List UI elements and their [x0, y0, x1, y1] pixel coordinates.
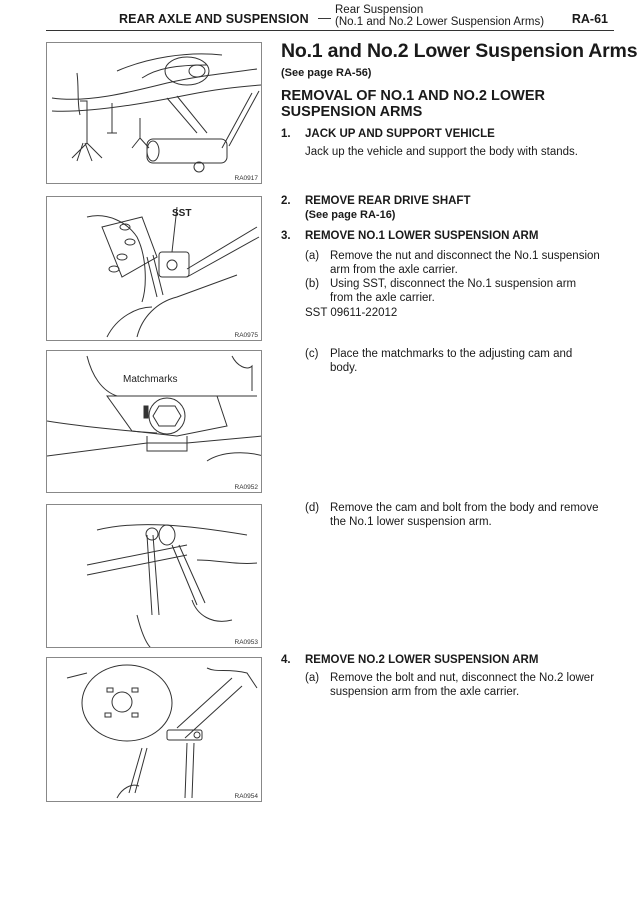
figure-matchmarks [46, 350, 262, 493]
figure-code: RA0953 [234, 639, 258, 646]
substep-tag: (d) [305, 502, 320, 514]
step-label: REMOVE REAR DRIVE SHAFT [305, 195, 471, 207]
header-subsection-line2: (No.1 and No.2 Lower Suspension Arms) [335, 16, 545, 28]
figure-code: RA0975 [234, 332, 258, 339]
figure-jack-and-stands [46, 42, 262, 184]
step-number: 1. [281, 128, 291, 140]
wrenches-on-cam-bolt-illustration-icon [47, 505, 262, 648]
page-number: RA-61 [571, 12, 608, 26]
step-2-see-page: (See page RA-16) [305, 209, 396, 221]
substep-text: Remove the cam and bolt from the body and remove the No.1 lower suspension arm. [330, 502, 599, 528]
substep-tag: (c) [305, 348, 319, 360]
adjusting-cam-illustration-icon [47, 351, 262, 493]
substep-text: Remove the nut and disconnect the No.1 suspension arm from the axle carrier. [330, 250, 600, 276]
header-dash: — [318, 10, 331, 25]
header-rule [46, 30, 614, 31]
header-section-title: REAR AXLE AND SUSPENSION [119, 12, 309, 26]
see-page-reference: (See page RA-56) [281, 67, 372, 79]
step-number: 3. [281, 230, 291, 242]
header-subsection-line1: Rear Suspension [335, 4, 424, 16]
sst-callout: SST [172, 208, 192, 219]
substep-text: Place the matchmarks to the adjusting cam and body. [330, 348, 573, 374]
substep-tag: (b) [305, 278, 320, 290]
wrench-on-axle-bolt-illustration-icon [47, 658, 262, 802]
figure-code: RA0917 [234, 175, 258, 182]
substep-text: Using SST, disconnect the No.1 suspension arm from the axle carrier. [330, 278, 577, 304]
step-number: 2. [281, 195, 291, 207]
matchmarks-callout: Matchmarks [123, 374, 178, 385]
sst-tool-illustration-icon [47, 197, 262, 341]
sst-number: SST 09611-22012 [305, 307, 398, 319]
figure-sst [46, 196, 262, 341]
section-heading: REMOVAL OF NO.1 AND NO.2 LOWER SUSPENSION ARMS [281, 88, 545, 120]
substep-tag: (a) [305, 250, 320, 262]
figure-code: RA0952 [234, 484, 258, 491]
page-header [46, 0, 614, 33]
step-number: 4. [281, 654, 291, 666]
substep-tag: (a) [305, 672, 320, 684]
step-label: REMOVE NO.1 LOWER SUSPENSION ARM [305, 230, 539, 242]
figure-wrenches-cam-bolt [46, 504, 262, 648]
substep-text: Remove the bolt and nut, disconnect the No.2 lower suspension arm from the axle carrier. [330, 672, 595, 698]
step-label: REMOVE NO.2 LOWER SUSPENSION ARM [305, 654, 539, 666]
jack-and-stands-illustration-icon [47, 43, 262, 184]
figure-code: RA0954 [234, 793, 258, 800]
step-label: JACK UP AND SUPPORT VEHICLE [305, 128, 495, 140]
figure-wrench-axle-bolt [46, 657, 262, 802]
page-title: No.1 and No.2 Lower Suspension Arms [281, 40, 638, 62]
step-1-text: Jack up the vehicle and support the body with stands. [305, 146, 578, 158]
